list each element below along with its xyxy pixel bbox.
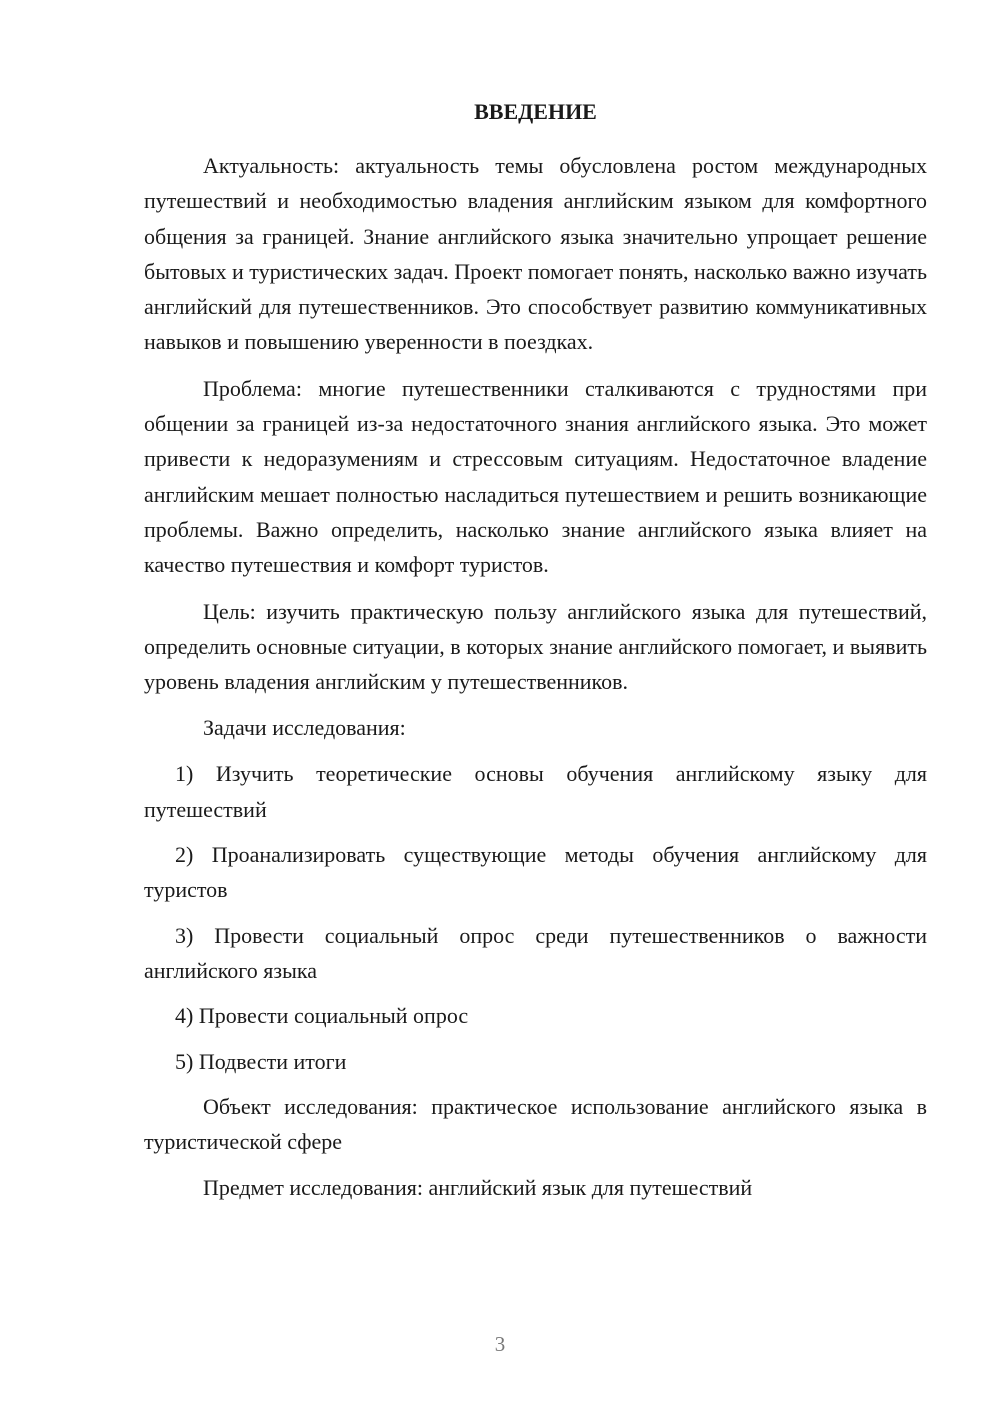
tasks-list <box>144 756 927 1078</box>
goal-paragraph: Цель: изучить практическую пользу английского языка для путешествий, определить основные ситуации, в которых знание английского помогает, и выявить уровень владения английским у путешественников. <box>144 598 927 695</box>
tasks-heading: Задачи исследования: <box>203 715 406 741</box>
section-title: ВВЕДЕНИЕ <box>474 99 597 124</box>
task-item-1: 1) Изучить теоретические основы обучения английскому языку для путешествий <box>144 761 927 822</box>
relevance-paragraph: Актуальность: актуальность темы обусловлена ростом международных путешествий и необходимостью владения английским языком для комфортного общения за границей. Знание английского языка значительно упрощает решение бытовых и туристических задач. Проект помогает понять, насколько важно изучать английский для путешественников. Это способствует развитию коммуникативных навыков и повышению уверенности в поездках. <box>144 153 927 355</box>
document-page <box>144 94 927 1217</box>
task-item-4: 4) Провести социальный опрос <box>175 1003 469 1029</box>
object-paragraph: Объект исследования: практическое использование английского языка в туристической сфере <box>144 1093 927 1155</box>
task-item-2: 2) Проанализировать существующие методы обучения английскому для туристов <box>144 842 927 903</box>
subject-paragraph: Предмет исследования: английский язык для путешествий <box>203 1175 753 1201</box>
problem-paragraph: Проблема: многие путешественники сталкиваются с трудностями при общении за границей из-за недостаточного знания английского языка. Это может привести к недоразумениям и стрессовым ситуациям. Недостаточное владение английским мешает полностью насладиться путешествием и решить возникающие проблемы. Важно определить, насколько знание английского языка влияет на качество путешествия и комфорт туристов. <box>144 375 927 578</box>
page-number: 3 <box>494 1332 506 1356</box>
task-item-3: 3) Провести социальный опрос среди путешественников о важности английского языка <box>144 922 927 983</box>
task-item-5: 5) Подвести итоги <box>175 1048 347 1074</box>
